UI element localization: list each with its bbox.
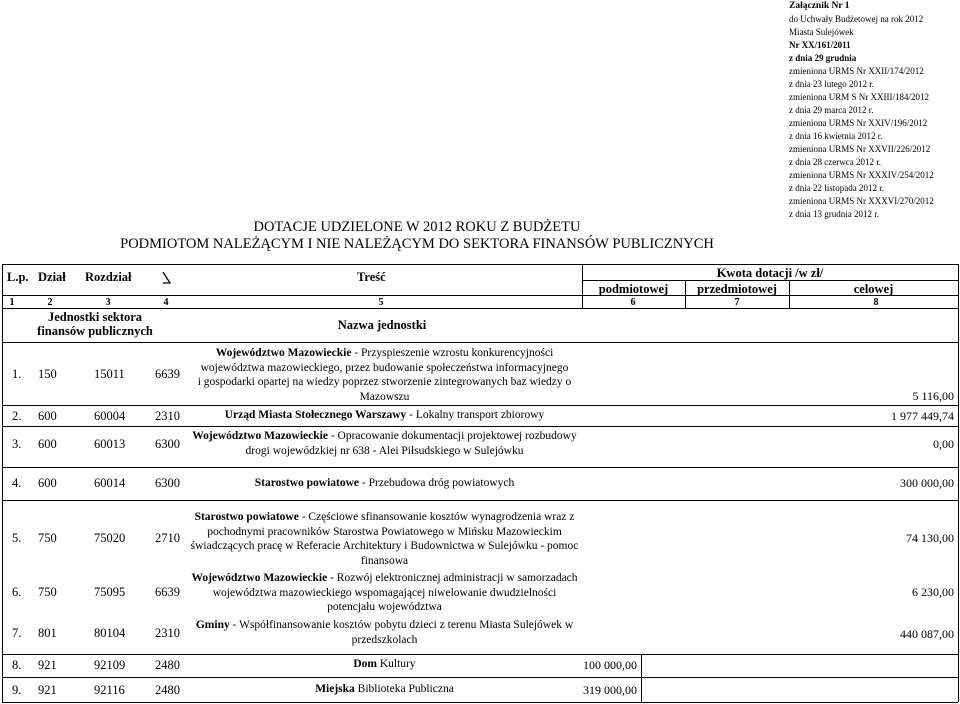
annex-line: z dnia 22 listopada 2012 r. [789,183,884,193]
row-amount-celowej: 0,00 [933,437,954,451]
annex-line: zmieniona URMS Nr XXII/174/2012 [789,66,924,76]
nazwa-label: Nazwa jednostki [337,318,427,332]
row-rozdzial: 75095 [94,585,126,599]
col-number: 2 [47,297,53,308]
annex-line: zmieniona URM S Nr XXIII/184/2012 [789,92,929,102]
row-amount-podmiotowej: 319 000,00 [583,683,637,697]
row-rozdzial: 80104 [94,626,126,640]
row-rozdzial: 60013 [94,437,126,451]
row-description: Starostwo powiatowe - Przebudowa dróg powiatowych [254,477,515,489]
header-celowej: celowej [853,282,894,296]
row-rozdzial: 15011 [94,367,125,381]
row-dzial: 801 [38,626,57,640]
annex-line: Miasta Sulejówek [789,27,854,37]
row-lp: 4. [12,476,22,490]
row-description: Województwo Mazowieckie - Przyspieszenie wzrostu konkurencyjności województwa mazowieckiego, przez budowanie społeczeństwa informacyjnego i gospodarki opartej na wiedzy poprzez stworzenie zintegrowanych baz wiedzy o Mazowszu [197,347,572,403]
annex-line: z dnia 28 czerwca 2012 r. [789,157,881,167]
row-lp: 6. [12,585,22,599]
row-rozdzial: 75020 [94,531,126,545]
row-description: Dom Kultury [353,658,416,670]
sektor-label: finansów publicznych [37,324,153,338]
row-paragraf: 6639 [155,367,180,381]
annex-line: zmieniona URMS Nr XXIV/196/2012 [789,118,928,128]
row-amount-celowej: 6 230,00 [912,585,954,599]
row-dzial: 921 [38,658,57,672]
row-lp: 8. [12,658,22,672]
row-lp: 5. [12,531,22,545]
col-number: 3 [105,297,111,308]
annex-line: z dnia 29 grudnia [789,53,857,63]
header-lp: L.p. [7,270,29,284]
row-description: Województwo Mazowieckie - Rozwój elektronicznej administracji w samorzadach województwa mazowieckiego wspomagającej niwelowanie dwudzielności potencjału województwa [191,572,578,613]
annex-line: Nr XX/161/2011 [789,40,851,50]
row-lp: 9. [12,683,22,697]
paragraph-icon [162,272,171,284]
annex-line: z dnia 23 lutego 2012 r. [789,79,874,89]
col-number: 6 [630,297,636,308]
annex-line: z dnia 29 marca 2012 r. [789,105,874,115]
row-dzial: 921 [38,683,57,697]
col-number: 8 [873,297,879,308]
row-dzial: 600 [38,409,57,423]
annex-line: z dnia 13 grudnia 2012 r. [789,209,879,219]
row-dzial: 600 [38,437,57,451]
row-amount-celowej: 300 000,00 [900,476,954,490]
row-dzial: 750 [38,531,57,545]
header-przedmiotowej: przedmiotowej [697,282,777,296]
row-dzial: 150 [38,367,57,381]
col-number: 5 [378,297,384,308]
row-paragraf: 6300 [155,476,180,490]
row-dzial: 750 [38,585,57,599]
row-paragraf: 2310 [155,409,180,423]
annex-title: Załącznik Nr 1 [789,1,850,11]
row-description: Gminy - Współfinansowanie kosztów pobytu dzieci z terenu Miasta Sulejówek w przedszkolach [195,619,574,646]
col-number: 7 [734,297,740,308]
row-description: Starostwo powiatowe - Częściowe sfinansowanie kosztów wynagrodzenia wraz z pochodnymi pracowników Starostwa Powiatowego w Mińsku Mazowieckim świadczących pracę w Referacie Architektury i Budownictwa w Sulejówku - pomoc finansowa [190,511,579,567]
row-paragraf: 6639 [155,585,180,599]
row-paragraf: 2480 [155,683,180,697]
row-dzial: 600 [38,476,57,490]
col-number: 1 [9,297,15,308]
row-rozdzial: 92116 [94,683,125,697]
header-kwota: Kwota dotacji /w zł/ [716,266,824,280]
header-tresc: Treść [357,270,386,284]
page-title: DOTACJE UDZIELONE W 2012 ROKU Z BUDŻETU [253,219,581,235]
row-lp: 2. [12,409,22,423]
row-rozdzial: 60004 [94,409,126,423]
annex-line: z dnia 16 kwietnia 2012 r. [789,131,883,141]
row-lp: 3. [12,437,22,451]
annex-line: zmieniona URMS Nr XXXIV/254/2012 [789,170,934,180]
header-rozdzial: Rozdział [85,270,132,284]
row-paragraf: 2480 [155,658,180,672]
header-podmiotowej: podmiotowej [598,282,669,296]
row-rozdzial: 60014 [94,476,126,490]
row-amount-podmiotowej: 100 000,00 [583,658,637,672]
header-dzial: Dział [38,270,66,284]
annex-line: do Uchwały Budżetowej na rok 2012 [789,14,924,24]
row-amount-celowej: 440 087,00 [900,627,954,641]
row-description: Urząd Miasta Stołecznego Warszawy - Lokalny transport zbiorowy [224,409,545,421]
annex-line: zmieniona URMS Nr XXVII/226/2012 [789,144,931,154]
row-lp: 1. [12,367,22,381]
page-subtitle: PODMIOTOM NALEŻĄCYM I NIE NALEŻĄCYM DO SEKTORA FINANSÓW PUBLICZNYCH [120,236,714,252]
annex-block [789,0,960,221]
row-lp: 7. [12,626,22,640]
row-rozdzial: 92109 [94,658,126,672]
row-paragraf: 2710 [155,531,180,545]
sektor-label: Jednostki sektora [47,310,143,324]
row-amount-celowej: 74 130,00 [906,531,954,545]
row-amount-celowej: 5 116,00 [912,389,954,403]
row-amount-celowej: 1 977 449,74 [891,409,954,423]
row-description: Województwo Mazowieckie - Opracowanie dokumentacji projektowej rozbudowy drogi wojewódzkiej nr 638 - Alei Piłsudskiego w Sulejówku [192,430,577,457]
col-number: 4 [163,297,169,308]
row-paragraf: 2310 [155,626,180,640]
row-description: Miejska Biblioteka Publiczna [315,683,454,695]
annex-line: zmieniona URMS Nr XXXVI/270/2012 [789,196,934,206]
row-paragraf: 6300 [155,437,180,451]
